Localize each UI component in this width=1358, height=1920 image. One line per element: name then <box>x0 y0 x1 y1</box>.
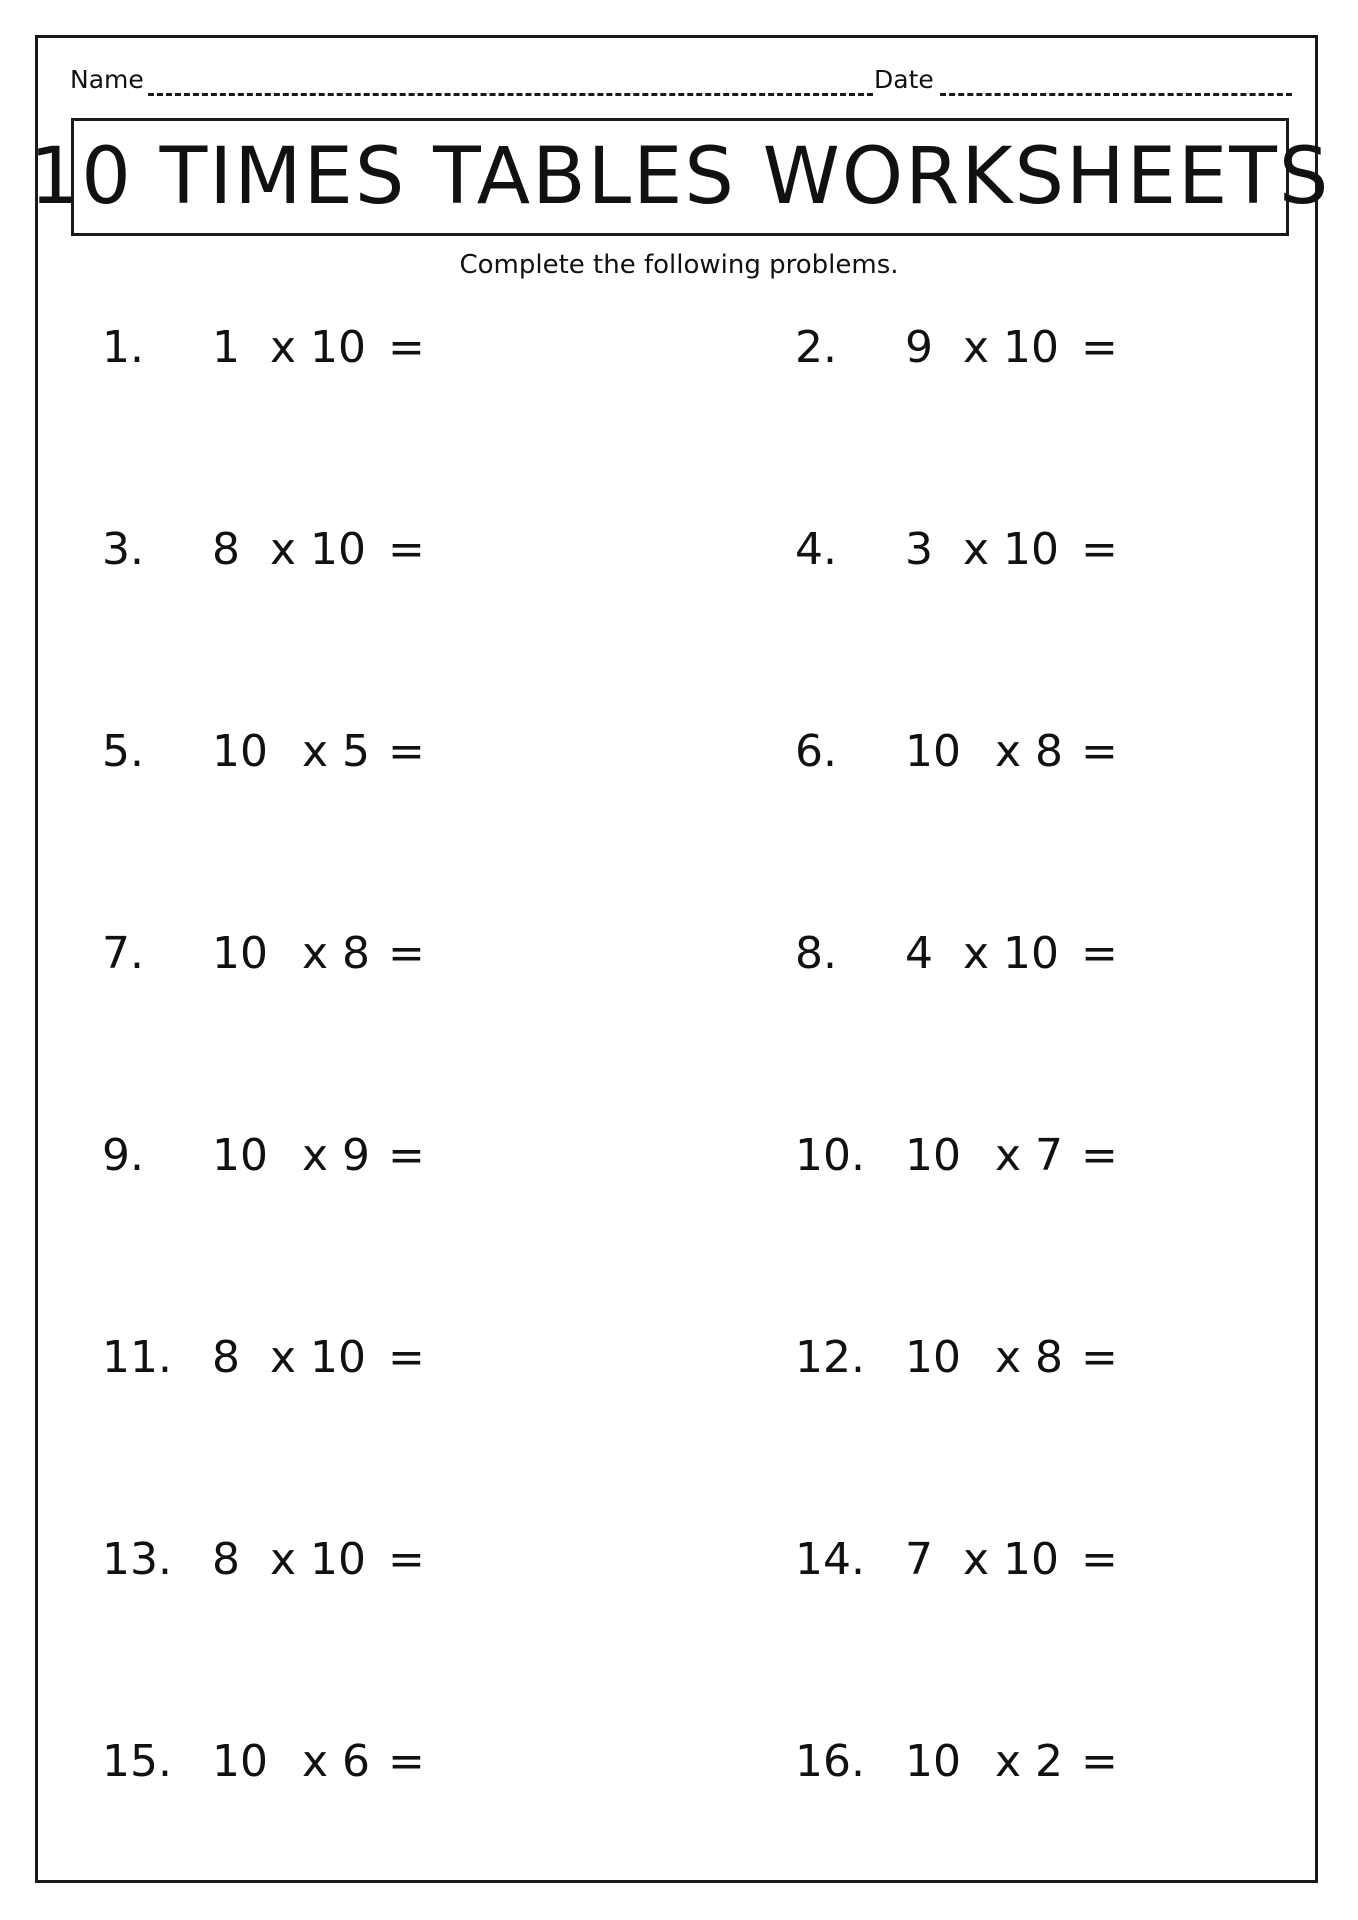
answer-field[interactable] <box>1115 318 1205 378</box>
problem-multiplier: x 6 <box>302 1736 371 1787</box>
problem-equals: = <box>1081 1534 1118 1585</box>
problem-equals: = <box>388 524 425 575</box>
problem-number: 9. <box>102 1130 144 1181</box>
problem-number: 7. <box>102 928 144 979</box>
problem-multiplier: x 2 <box>995 1736 1064 1787</box>
date-label: Date <box>874 65 934 94</box>
answer-field[interactable] <box>1115 1530 1205 1590</box>
problem-item <box>795 722 1215 782</box>
problem-number: 15. <box>102 1736 172 1787</box>
problem-equals: = <box>388 1736 425 1787</box>
problem-equals: = <box>1081 322 1118 373</box>
problem-item <box>795 520 1215 580</box>
problem-multiplier: x 8 <box>995 726 1064 777</box>
problem-item <box>102 1126 522 1186</box>
problem-equals: = <box>388 322 425 373</box>
problem-operand: 10 <box>905 1130 961 1181</box>
problem-equals: = <box>1081 726 1118 777</box>
problem-multiplier: x 10 <box>270 524 367 575</box>
problem-operand: 10 <box>905 726 961 777</box>
header-row <box>70 65 1290 105</box>
problem-number: 16. <box>795 1736 865 1787</box>
problem-operand: 10 <box>905 1736 961 1787</box>
problem-multiplier: x 7 <box>995 1130 1064 1181</box>
name-label: Name <box>70 65 144 94</box>
problem-equals: = <box>388 1332 425 1383</box>
problem-operand: 7 <box>905 1534 933 1585</box>
answer-field[interactable] <box>422 1530 512 1590</box>
problem-operand: 4 <box>905 928 933 979</box>
problem-number: 14. <box>795 1534 865 1585</box>
problem-operand: 10 <box>212 928 268 979</box>
date-field[interactable] <box>940 93 1292 96</box>
answer-field[interactable] <box>1115 1126 1205 1186</box>
problem-number: 12. <box>795 1332 865 1383</box>
problem-multiplier: x 10 <box>963 322 1060 373</box>
problem-item <box>795 1732 1215 1792</box>
answer-field[interactable] <box>422 924 512 984</box>
problem-multiplier: x 10 <box>270 1534 367 1585</box>
problem-equals: = <box>388 1130 425 1181</box>
problem-multiplier: x 10 <box>963 1534 1060 1585</box>
problem-multiplier: x 5 <box>302 726 371 777</box>
answer-field[interactable] <box>422 318 512 378</box>
problem-number: 8. <box>795 928 837 979</box>
problem-item <box>795 1126 1215 1186</box>
answer-field[interactable] <box>422 520 512 580</box>
problem-equals: = <box>388 928 425 979</box>
problem-operand: 10 <box>212 1130 268 1181</box>
problem-operand: 10 <box>212 1736 268 1787</box>
problem-operand: 9 <box>905 322 933 373</box>
problem-operand: 1 <box>212 322 240 373</box>
answer-field[interactable] <box>1115 924 1205 984</box>
problem-item <box>795 1328 1215 1388</box>
problem-number: 3. <box>102 524 144 575</box>
problem-operand: 8 <box>212 1332 240 1383</box>
name-field[interactable] <box>148 93 873 96</box>
answer-field[interactable] <box>422 1732 512 1792</box>
problem-equals: = <box>1081 524 1118 575</box>
problem-number: 2. <box>795 322 837 373</box>
problem-item <box>795 318 1215 378</box>
problem-equals: = <box>1081 1736 1118 1787</box>
instructions: Complete the following problems. <box>459 250 899 280</box>
problem-operand: 10 <box>905 1332 961 1383</box>
problem-number: 5. <box>102 726 144 777</box>
problem-multiplier: x 10 <box>963 524 1060 575</box>
problem-item <box>102 520 522 580</box>
page-title: 10 TIMES TABLES WORKSHEETS <box>29 132 1331 222</box>
problem-number: 13. <box>102 1534 172 1585</box>
problem-multiplier: x 9 <box>302 1130 371 1181</box>
problem-item <box>795 924 1215 984</box>
problem-multiplier: x 10 <box>270 1332 367 1383</box>
problem-multiplier: x 8 <box>302 928 371 979</box>
problem-equals: = <box>1081 1332 1118 1383</box>
problem-operand: 8 <box>212 1534 240 1585</box>
problem-operand: 8 <box>212 524 240 575</box>
problem-multiplier: x 10 <box>270 322 367 373</box>
problem-item <box>102 924 522 984</box>
problem-number: 4. <box>795 524 837 575</box>
problem-equals: = <box>1081 928 1118 979</box>
answer-field[interactable] <box>422 1126 512 1186</box>
answer-field[interactable] <box>1115 520 1205 580</box>
problem-item <box>102 722 522 782</box>
problem-item <box>102 1732 522 1792</box>
problem-operand: 10 <box>212 726 268 777</box>
problem-equals: = <box>388 726 425 777</box>
problem-equals: = <box>388 1534 425 1585</box>
problem-multiplier: x 10 <box>963 928 1060 979</box>
problem-number: 6. <box>795 726 837 777</box>
answer-field[interactable] <box>422 1328 512 1388</box>
problem-item <box>102 1328 522 1388</box>
problem-number: 10. <box>795 1130 865 1181</box>
answer-field[interactable] <box>1115 1732 1205 1792</box>
problem-number: 1. <box>102 322 144 373</box>
problem-item <box>102 1530 522 1590</box>
answer-field[interactable] <box>1115 1328 1205 1388</box>
problem-multiplier: x 8 <box>995 1332 1064 1383</box>
problem-equals: = <box>1081 1130 1118 1181</box>
answer-field[interactable] <box>1115 722 1205 782</box>
title-box <box>29 118 1331 236</box>
problem-item <box>795 1530 1215 1590</box>
problem-item <box>102 318 522 378</box>
answer-field[interactable] <box>422 722 512 782</box>
problem-number: 11. <box>102 1332 172 1383</box>
problem-operand: 3 <box>905 524 933 575</box>
